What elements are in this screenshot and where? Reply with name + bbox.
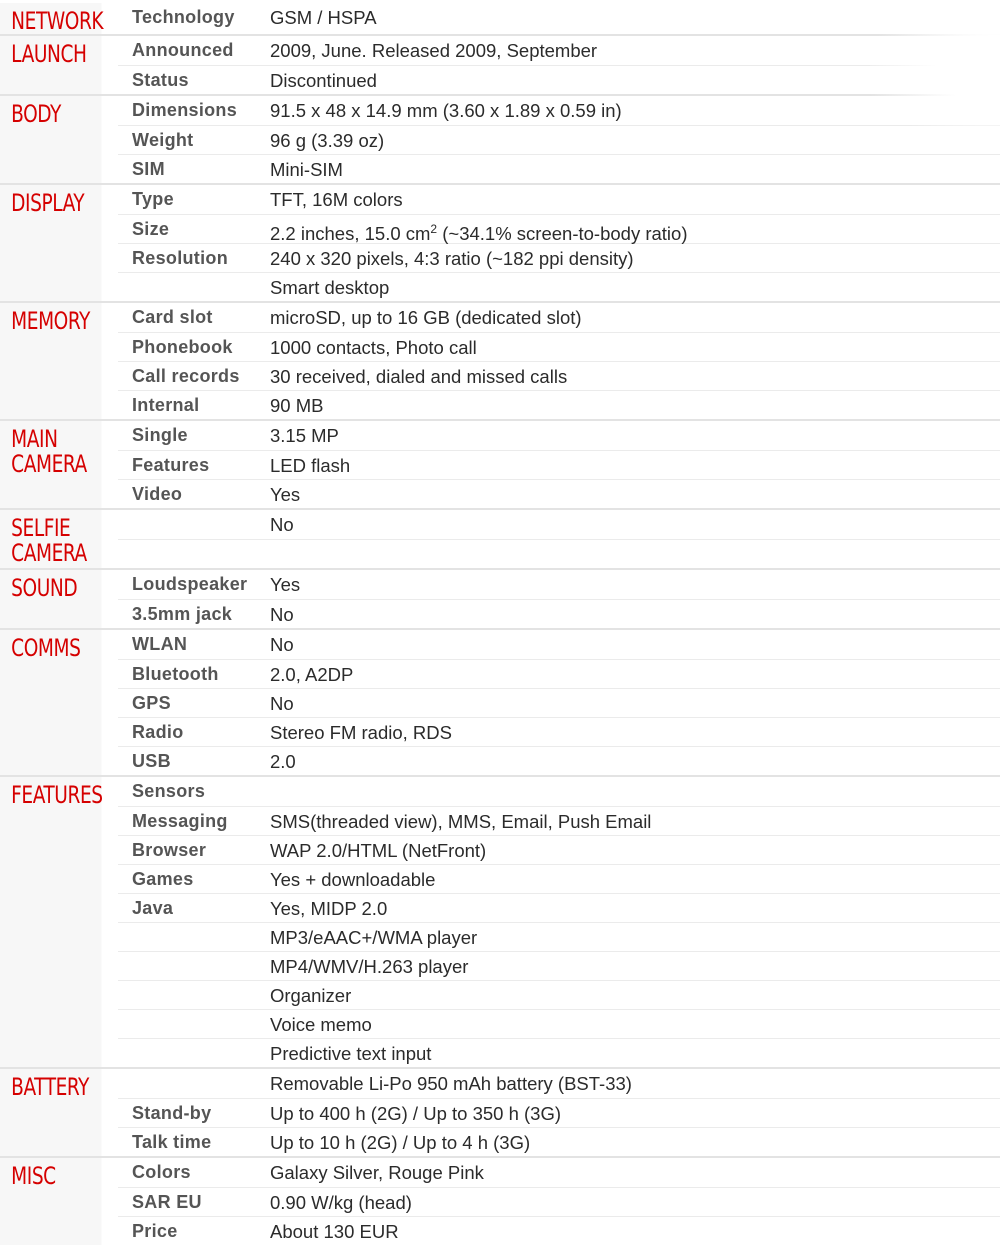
spec-row [118,1127,1000,1156]
spec-value: About 130 EUR [270,1221,399,1242]
spec-value: microSD, up to 16 GB (dedicated slot) [270,307,582,328]
spec-label: Internal [132,395,200,415]
spec-row [118,125,1000,154]
section-category: NETWORK [0,3,101,34]
spec-value: 3.15 MP [270,425,339,446]
spec-label: Announced [132,40,234,60]
spec-value: LED flash [270,455,351,476]
spec-row [118,303,1000,332]
spec-row [118,717,1000,746]
spec-row [118,272,1000,301]
section-rows [118,96,1000,183]
spec-section-display [0,183,1000,301]
spec-row [118,806,1000,835]
spec-row [118,1158,1000,1187]
spec-value: TFT, 16M colors [270,189,403,210]
spec-row [118,893,1000,922]
section-rows [118,1158,1000,1245]
spec-row [118,510,1000,539]
spec-label: GPS [132,693,171,713]
section-rows [118,36,1000,94]
spec-row [118,185,1000,214]
spec-label: Dimensions [132,100,238,120]
section-rows [118,421,1000,508]
spec-label: Type [132,189,174,209]
spec-value: 2009, June. Released 2009, September [270,40,598,61]
spec-label: Single [132,425,188,445]
spec-row [118,450,1000,479]
spec-value: GSM / HSPA [270,7,377,28]
spec-row [118,154,1000,183]
section-rows [118,303,1000,419]
spec-row [118,1038,1000,1067]
spec-row [118,1187,1000,1216]
spec-value: No [270,514,294,535]
spec-label: Radio [132,722,184,742]
spec-row [118,777,1000,806]
spec-row [118,864,1000,893]
spec-label: Games [132,869,194,889]
spec-row [118,361,1000,390]
spec-value: Yes [270,574,301,595]
spec-value: 1000 contacts, Photo call [270,337,477,358]
spec-value: MP4/WMV/H.263 player [270,956,469,977]
section-category: MEMORY [0,303,101,419]
spec-label: Size [132,219,170,239]
spec-row [118,746,1000,775]
spec-row [118,3,1000,32]
spec-label [118,273,270,301]
spec-label: Stand-by [132,1103,212,1123]
section-category: MISC [0,1158,101,1245]
spec-value: Yes + downloadable [270,869,436,890]
spec-label: Talk time [132,1132,212,1152]
spec-section-battery [0,1067,1000,1156]
spec-value: Yes, MIDP 2.0 [270,898,388,919]
spec-row [118,951,1000,980]
spec-value: 30 received, dialed and missed calls [270,366,568,387]
spec-row [118,332,1000,361]
spec-label: Resolution [132,248,228,268]
spec-label: 3.5mm jack [132,604,233,624]
spec-label [118,952,270,980]
spec-row [118,36,1000,65]
spec-sheet [0,3,1000,1245]
spec-row [118,214,1000,243]
spec-row [118,243,1000,272]
spec-section-sound [0,568,1000,628]
section-category: COMMS [0,630,101,775]
spec-row [118,65,1000,94]
section-category: BATTERY [0,1069,101,1156]
spec-value: No [270,634,294,655]
spec-label: Messaging [132,811,228,831]
spec-label [118,540,270,568]
spec-label: Phonebook [132,337,233,357]
spec-value: Up to 400 h (2G) / Up to 350 h (3G) [270,1103,562,1124]
spec-label: Browser [132,840,207,860]
spec-label: Technology [132,7,235,27]
spec-value: 91.5 x 48 x 14.9 mm (3.60 x 1.89 x 0.59 in) [270,100,622,121]
spec-value: Yes [270,484,301,505]
section-category: DISPLAY [0,185,101,301]
section-rows [118,510,1000,568]
spec-row [118,539,1000,568]
spec-value [270,540,1000,568]
spec-label: Features [132,455,210,475]
spec-row [118,1098,1000,1127]
spec-section-misc [0,1156,1000,1245]
spec-label: Video [132,484,183,504]
spec-section-main-camera [0,419,1000,508]
spec-row [118,570,1000,599]
spec-value: Up to 10 h (2G) / Up to 4 h (3G) [270,1132,531,1153]
section-rows [118,185,1000,301]
spec-value: Smart desktop [270,277,390,298]
spec-row [118,1216,1000,1245]
section-rows [118,630,1000,775]
spec-label: USB [132,751,171,771]
spec-section-launch [0,34,1000,94]
spec-value: Predictive text input [270,1043,432,1064]
spec-value: 2.0 [270,751,296,772]
spec-label [118,923,270,951]
spec-label: Bluetooth [132,664,219,684]
spec-row [118,835,1000,864]
spec-value: Removable Li-Po 950 mAh battery (BST-33) [270,1073,632,1094]
section-category: SOUND [0,570,101,628]
spec-value: SMS(threaded view), MMS, Email, Push Email [270,811,652,832]
spec-label: Call records [132,366,240,386]
spec-value: Stereo FM radio, RDS [270,722,452,743]
spec-label: Status [132,70,189,90]
spec-label: Card slot [132,307,213,327]
spec-value: Discontinued [270,70,377,91]
spec-section-body [0,94,1000,183]
spec-row [118,390,1000,419]
section-rows [118,777,1000,1067]
spec-row [118,479,1000,508]
spec-value: Organizer [270,985,352,1006]
spec-row [118,980,1000,1009]
spec-value: 0.90 W/kg (head) [270,1192,412,1213]
spec-value: 2.0, A2DP [270,664,354,685]
spec-row [118,659,1000,688]
spec-value: MP3/eAAC+/WMA player [270,927,478,948]
spec-section-comms [0,628,1000,775]
spec-value: Voice memo [270,1014,372,1035]
spec-label: WLAN [132,634,188,654]
section-category: BODY [0,96,101,183]
section-category: SELFIE CAMERA [0,510,101,568]
spec-row [118,1069,1000,1098]
section-category: LAUNCH [0,36,101,94]
spec-row [118,96,1000,125]
spec-label: Colors [132,1162,191,1182]
spec-label: SIM [132,159,165,179]
spec-section-network [0,3,1000,34]
spec-value: No [270,604,294,625]
spec-label [118,981,270,1009]
spec-label: Weight [132,130,194,150]
spec-section-selfie-camera [0,508,1000,568]
spec-row [118,421,1000,450]
spec-value: Mini-SIM [270,159,343,180]
spec-label [118,1010,270,1038]
spec-row [118,922,1000,951]
section-category: MAIN CAMERA [0,421,101,508]
spec-label [118,1069,270,1098]
spec-row [118,688,1000,717]
spec-value [270,777,1000,806]
spec-value: 90 MB [270,395,324,416]
spec-value: 240 x 320 pixels, 4:3 ratio (~182 ppi density) [270,248,634,269]
spec-label: Price [132,1221,178,1241]
spec-row [118,599,1000,628]
section-category: FEATURES [0,777,101,1067]
spec-label [118,1039,270,1067]
section-rows [118,3,1000,34]
spec-row [118,630,1000,659]
spec-value-text-after: (~34.1% screen-to-body ratio) [437,223,688,244]
spec-label: Loudspeaker [132,574,248,594]
section-rows [118,570,1000,628]
spec-row [118,1009,1000,1038]
spec-value [270,215,1000,243]
spec-value: No [270,693,294,714]
spec-value-text: 2.2 inches, 15.0 cm [270,223,431,244]
spec-label: SAR EU [132,1192,202,1212]
spec-value: WAP 2.0/HTML (NetFront) [270,840,487,861]
spec-label [118,510,270,539]
spec-section-features [0,775,1000,1067]
superscript: 2 [430,222,438,236]
spec-label: Sensors [132,781,206,801]
spec-section-memory [0,301,1000,419]
spec-label: Java [132,898,174,918]
section-rows [118,1069,1000,1156]
spec-value: 96 g (3.39 oz) [270,130,385,151]
spec-value: Galaxy Silver, Rouge Pink [270,1162,484,1183]
